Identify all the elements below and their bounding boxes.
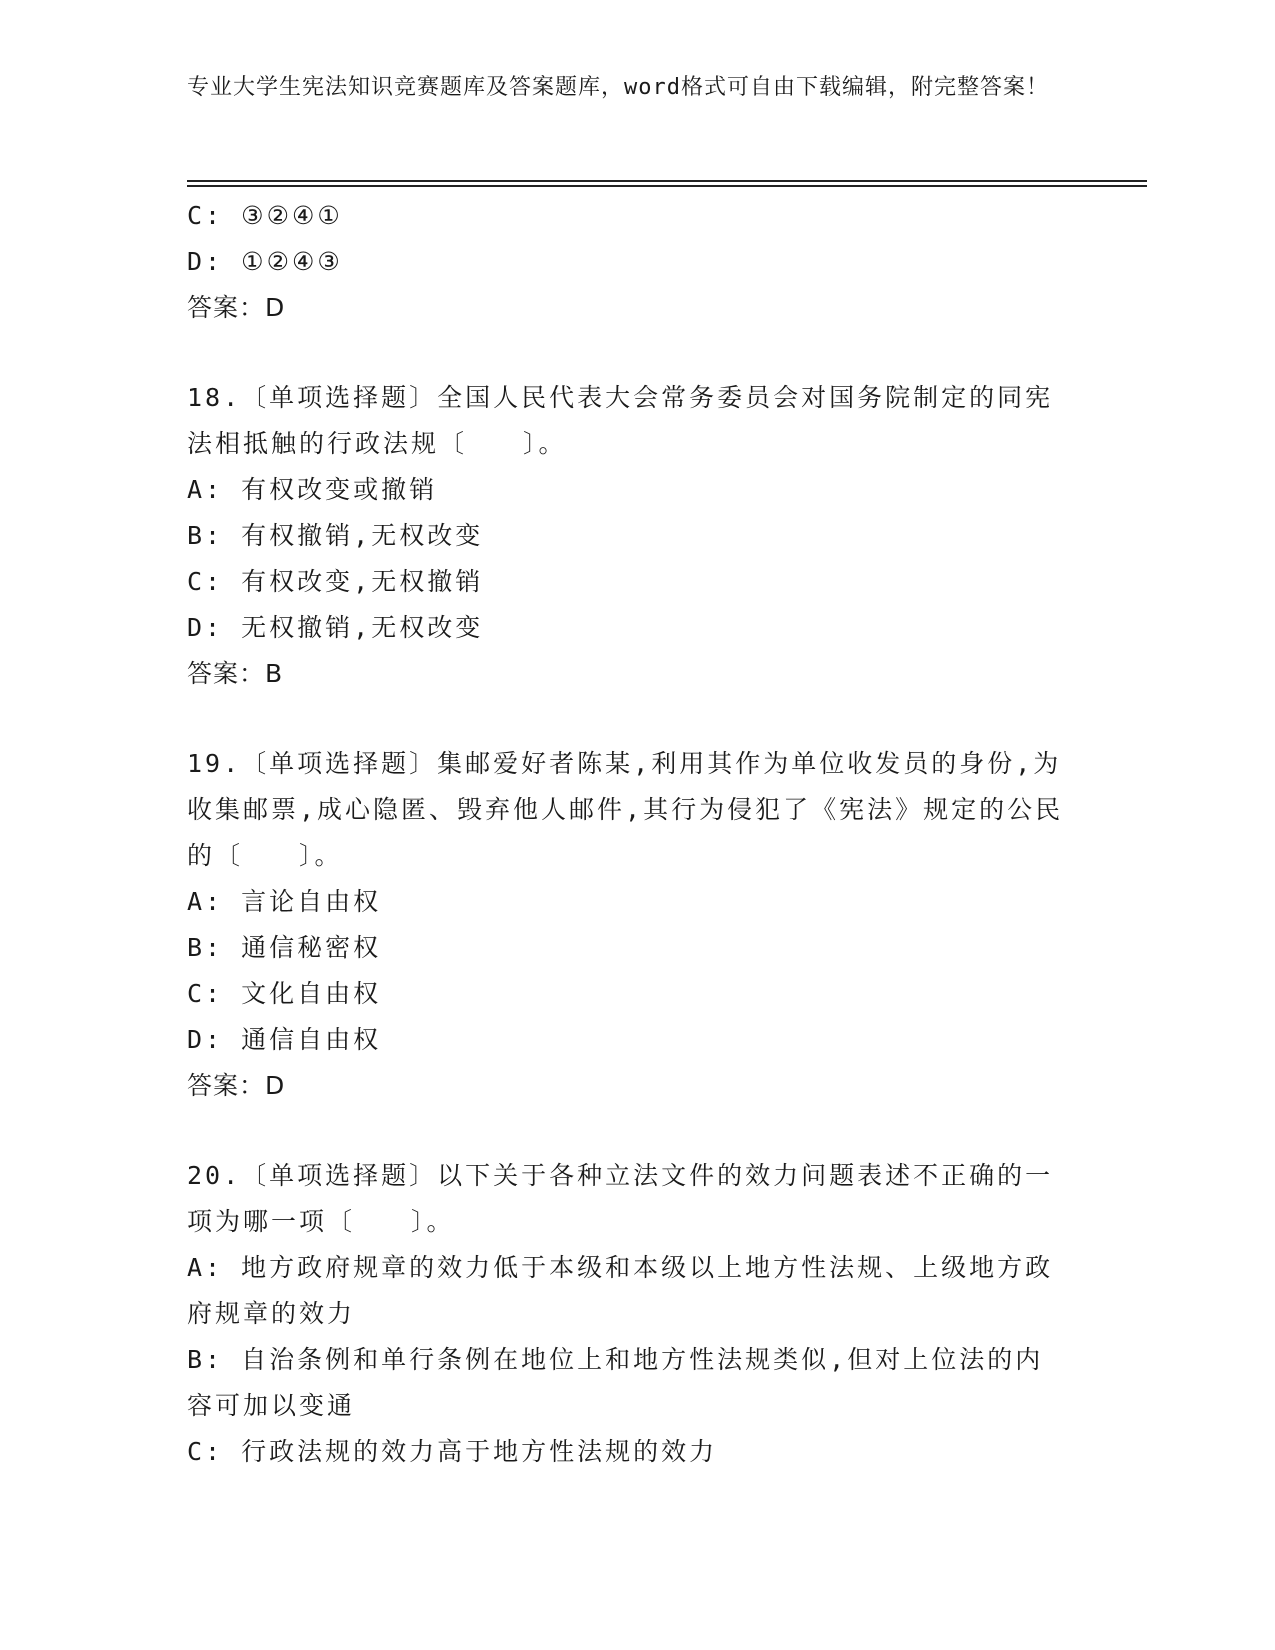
question-20-stem: 20.〔单项选择题〕以下关于各种立法文件的效力问题表述不正确的一项为哪一项〔 〕。 xyxy=(187,1161,1054,1236)
question-18-option-a: A: 有权改变或撤销 xyxy=(187,475,438,504)
answer-17: 答案：D xyxy=(187,293,286,322)
question-19-option-d: D: 通信自由权 xyxy=(187,1025,382,1054)
option-d: D: ①②④③ xyxy=(187,247,343,276)
question-19-stem: 19.〔单项选择题〕集邮爱好者陈某,利用其作为单位收发员的身份,为收集邮票,成心隐匿、毁弃他人邮件,其行为侵犯了《宪法》规定的公民的〔 〕。 xyxy=(187,749,1064,870)
question-18-option-b: B: 有权撤销,无权改变 xyxy=(187,521,484,550)
question-20-option-a: A: 地方政府规章的效力低于本级和本级以上地方性法规、上级地方政府规章的效力 xyxy=(187,1253,1054,1328)
document-body xyxy=(187,193,1087,1475)
answer-18: 答案：B xyxy=(187,659,284,688)
question-18-option-c: C: 有权改变,无权撤销 xyxy=(187,567,484,596)
spacer xyxy=(187,331,1087,375)
header-rule-top xyxy=(187,180,1147,182)
spacer xyxy=(187,1109,1087,1153)
question-20-option-c: C: 行政法规的效力高于地方性法规的效力 xyxy=(187,1437,718,1466)
question-19-option-c: C: 文化自由权 xyxy=(187,979,382,1008)
spacer xyxy=(187,697,1087,741)
question-18-option-d: D: 无权撤销,无权改变 xyxy=(187,613,484,642)
answer-19: 答案：D xyxy=(187,1071,286,1100)
question-20-option-b: B: 自治条例和单行条例在地位上和地方性法规类似,但对上位法的内容可加以变通 xyxy=(187,1345,1044,1420)
question-19-option-a: A: 言论自由权 xyxy=(187,887,382,916)
option-c: C: ③②④① xyxy=(187,201,343,230)
question-19-option-b: B: 通信秘密权 xyxy=(187,933,382,962)
page-header: 专业大学生宪法知识竞赛题库及答案题库，word格式可自由下载编辑，附完整答案！ xyxy=(187,75,1049,100)
question-18-stem: 18.〔单项选择题〕全国人民代表大会常务委员会对国务院制定的同宪法相抵触的行政法规〔 〕。 xyxy=(187,383,1054,458)
header-rule-bottom xyxy=(187,185,1147,187)
